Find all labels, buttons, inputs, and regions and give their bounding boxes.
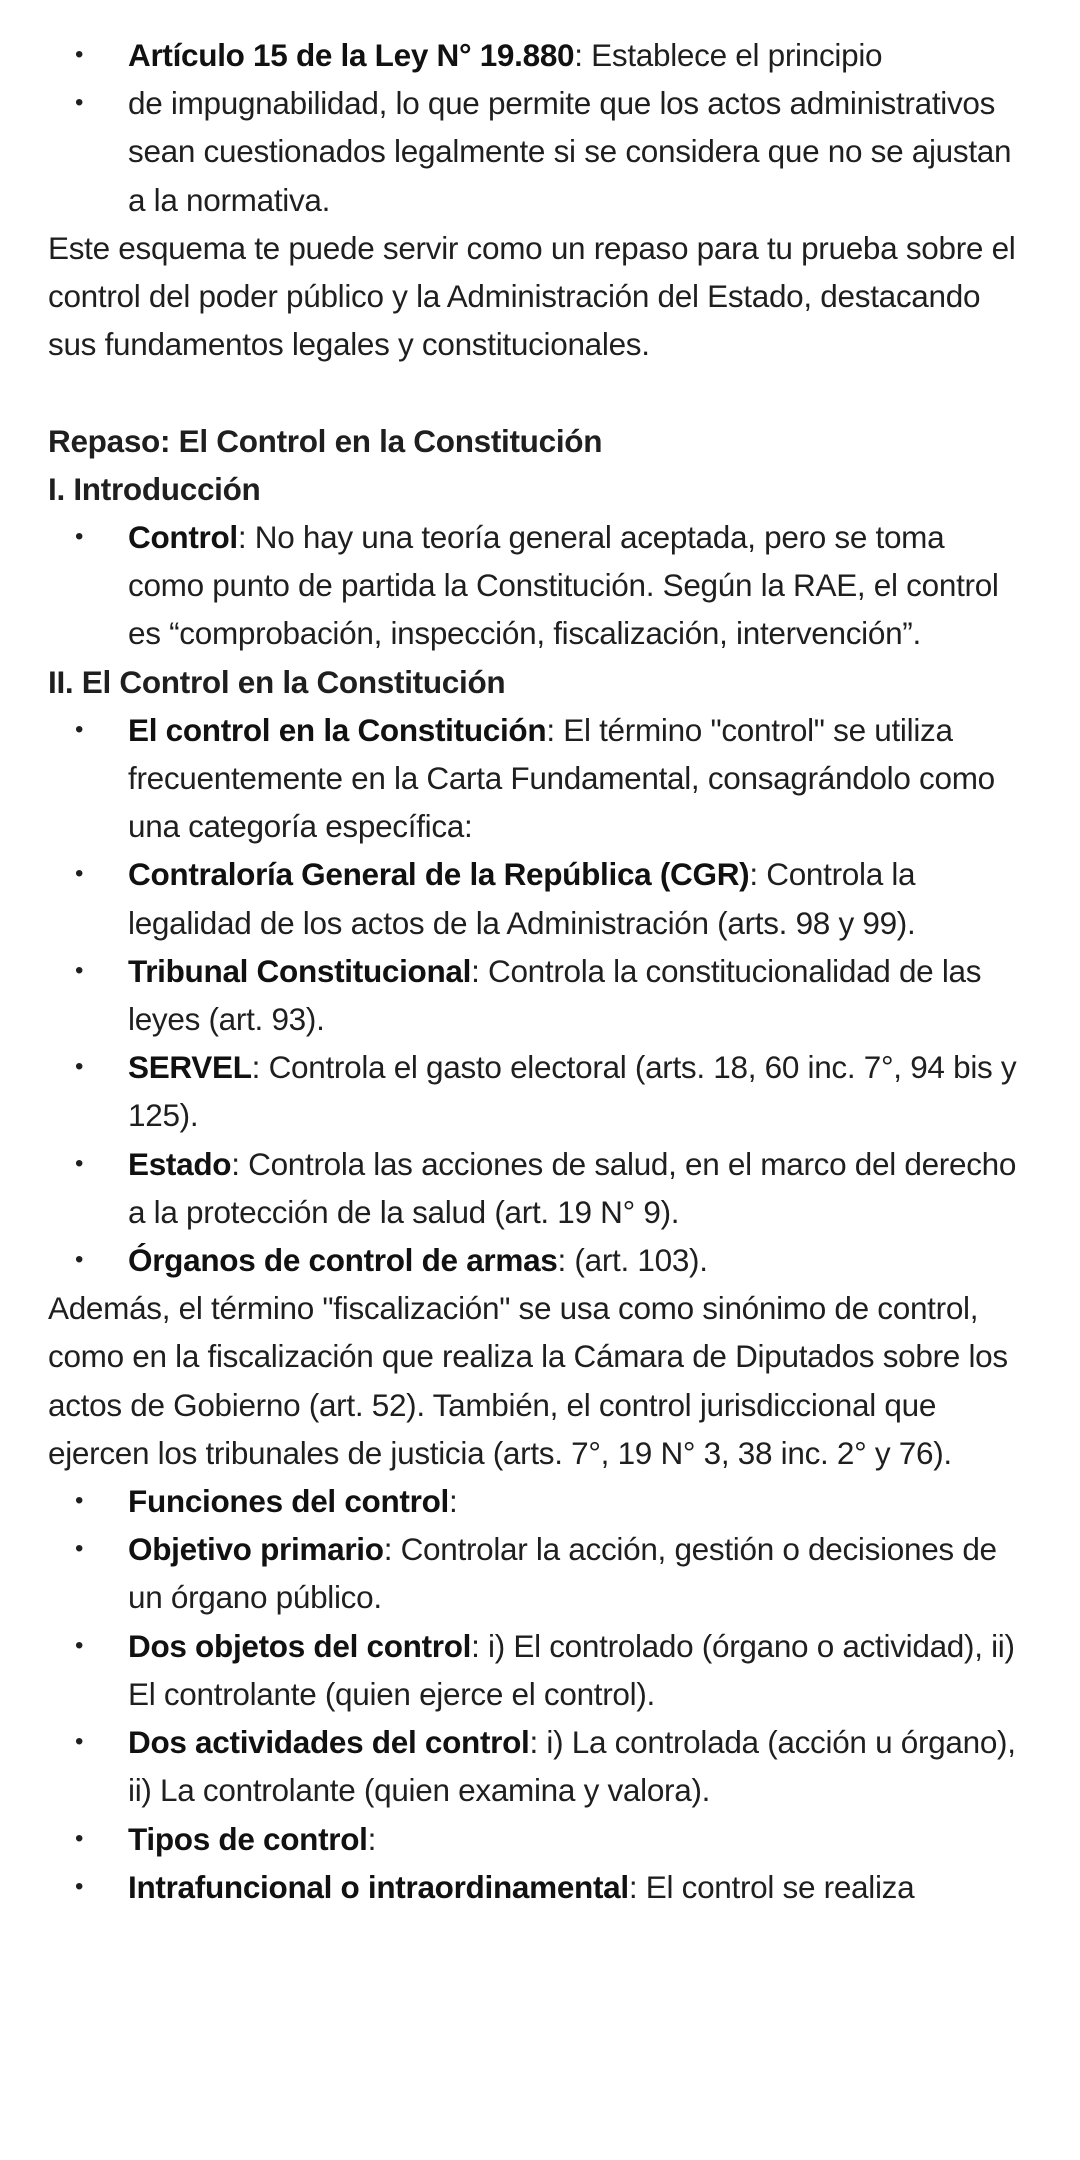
item-text: : <box>448 1483 458 1520</box>
document-body <box>48 31 1023 1911</box>
bullet-icon: • <box>75 715 84 743</box>
section-heading: Repaso: El Control en la Constitución <box>48 422 603 459</box>
list-item <box>48 79 1023 224</box>
section-heading: I. Introducción <box>48 470 261 507</box>
bullet-icon: • <box>75 1631 84 1659</box>
bullet-icon: • <box>75 1872 84 1900</box>
item-text: : i) La controlada (acción u órgano), ii) La controlante (quien examina y valora). <box>128 1724 1016 1809</box>
item-term: Órganos de control de armas <box>128 1242 558 1279</box>
paragraph: Además, el término "fiscalización" se usa como sinónimo de control, como en la fiscalización que realiza la Cámara de Diputados sobre los actos de Gobierno (art. 52). También, el control jurisdiccional que ejercen los tribunales de justicia (arts. 7°, 19 N° 3, 38 inc. 2° y 76). <box>48 1290 1008 1471</box>
item-text: : El control se realiza <box>628 1868 915 1905</box>
item-text: : Controlar la acción, gestión o decisiones de un órgano público. <box>128 1531 997 1616</box>
list-item <box>48 1236 1023 1284</box>
item-term: Intrafuncional o intraordinamental <box>128 1868 629 1905</box>
blank-line <box>48 368 1023 416</box>
item-text: : Controla las acciones de salud, en el marco del derecho a la protección de la salud (art. 19 N° 9). <box>128 1145 1017 1230</box>
item-text: : i) El controlado (órgano o actividad), ii) El controlante (quien ejerce el control). <box>128 1627 1015 1712</box>
bullet-icon: • <box>75 1053 84 1081</box>
list-item <box>48 1815 1023 1863</box>
bullet-icon: • <box>75 89 84 117</box>
list-item <box>48 947 1023 1043</box>
bullet-icon: • <box>75 1149 84 1177</box>
item-term: El control en la Constitución <box>128 711 547 748</box>
bullet-icon: • <box>75 1246 84 1274</box>
item-term: Dos actividades del control <box>128 1724 530 1761</box>
bullet-icon: • <box>75 956 84 984</box>
bullet-icon: • <box>75 1824 84 1852</box>
bullet-icon: • <box>75 860 84 888</box>
bullet-icon: • <box>75 41 84 68</box>
list-item <box>48 1043 1023 1139</box>
list-item <box>48 31 1023 79</box>
item-text: : Controla el gasto electoral (arts. 18, 60 inc. 7°, 94 bis y 125). <box>128 1049 1017 1134</box>
item-text: de impugnabilidad, lo que permite que los actos administrativos sean cuestionados legalmente si se considera que no se ajustan a la normativa. <box>128 85 1012 218</box>
item-text: : No hay una teoría general aceptada, pero se toma como punto de partida la Constitución. Según la RAE, el control es “comprobación, inspección, fiscalización, intervención”. <box>128 519 999 652</box>
list-item <box>48 1863 1023 1911</box>
bullet-icon: • <box>75 1535 84 1563</box>
item-text: : Controla la legalidad de los actos de la Administración (arts. 98 y 99). <box>128 856 916 941</box>
paragraph: Este esquema te puede servir como un repaso para tu prueba sobre el control del poder público y la Administración del Estado, destacando sus fundamentos legales y constitucionales. <box>48 229 1016 363</box>
item-term: Dos objetos del control <box>128 1627 472 1664</box>
item-term: SERVEL <box>128 1049 252 1086</box>
item-term: Objetivo primario <box>128 1531 384 1568</box>
item-term: Estado <box>128 1145 232 1182</box>
bullet-icon: • <box>75 523 84 551</box>
list-item <box>48 1477 1023 1525</box>
list-item <box>48 513 1023 658</box>
item-text: : Establece el principio <box>574 37 883 73</box>
bullet-icon: • <box>75 1728 84 1756</box>
item-text: : Controla la constitucionalidad de las leyes (art. 93). <box>128 952 982 1038</box>
bullet-icon: • <box>75 1487 84 1515</box>
list-item <box>48 1525 1023 1621</box>
item-term: Contraloría General de la República (CGR) <box>128 856 750 893</box>
item-term: Tribunal Constitucional <box>128 952 472 989</box>
list-item <box>48 706 1023 851</box>
list-item <box>48 1140 1023 1236</box>
list-item <box>48 1622 1023 1718</box>
list-item <box>48 1718 1023 1814</box>
list-item <box>48 850 1023 946</box>
item-text: : El término "control" se utiliza frecuentemente en la Carta Fundamental, consagrándolo como una categoría específica: <box>128 711 995 845</box>
item-text: : <box>367 1820 377 1857</box>
item-term: Artículo 15 de la Ley N° 19.880 <box>128 37 575 73</box>
item-term: Control <box>128 519 238 556</box>
item-term: Funciones del control <box>128 1483 449 1520</box>
section-heading: II. El Control en la Constitución <box>48 663 506 700</box>
item-term: Tipos de control <box>128 1820 368 1857</box>
item-text: : (art. 103). <box>557 1242 708 1279</box>
